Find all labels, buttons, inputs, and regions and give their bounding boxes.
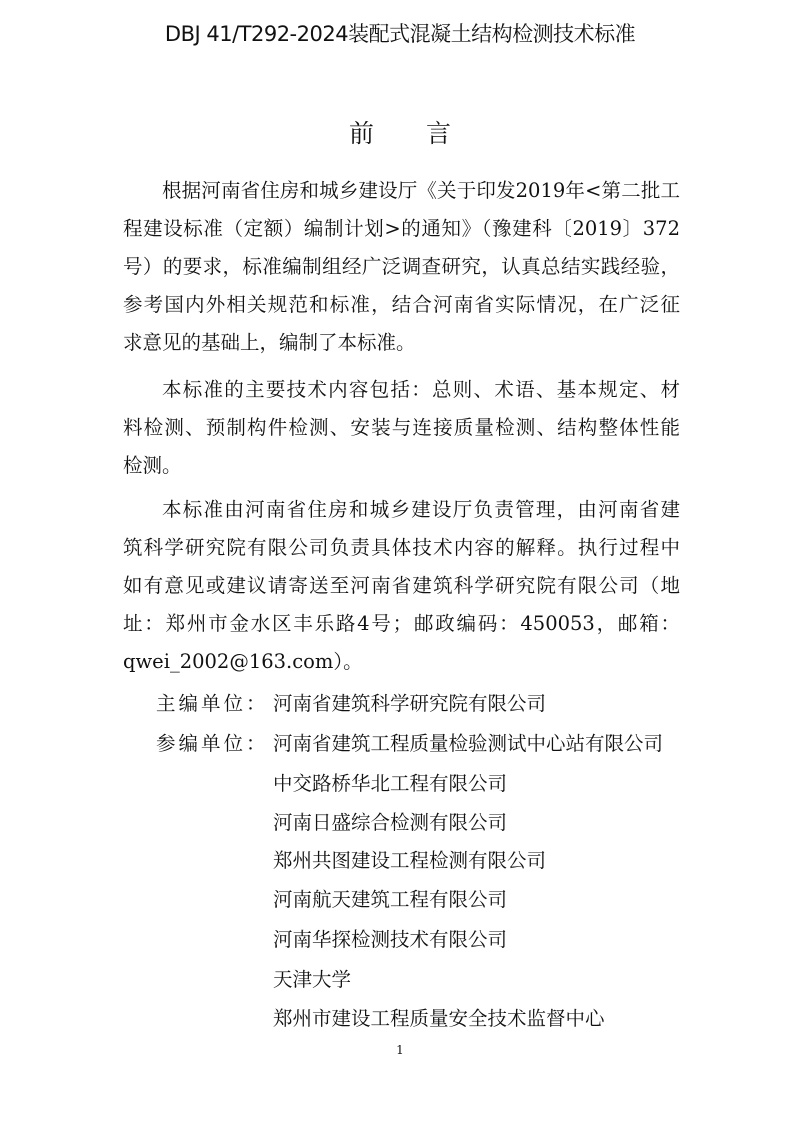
participant-unit: 郑州共图建设工程检测有限公司 — [273, 849, 547, 872]
participant-unit: 河南日盛综合检测有限公司 — [273, 811, 508, 834]
text-line: 址：郑州市金水区丰乐路4号；邮政编码：450053，邮箱： — [123, 612, 680, 635]
page-number: 1 — [396, 1043, 404, 1057]
text-line: 如有意见或建议请寄送至河南省建筑科学研究院有限公司（地 — [123, 574, 680, 597]
chief-editor-unit: 河南省建筑科学研究院有限公司 — [273, 692, 547, 715]
participant-unit: 河南省建筑工程质量检验测试中心站有限公司 — [273, 732, 664, 755]
document-header: DBJ 41/T292-2024装配式混凝土结构检测技术标准 — [164, 22, 636, 46]
text-line: 求意见的基础上，编制了本标准。 — [123, 331, 416, 354]
participant-unit: 中交路桥华北工程有限公司 — [273, 772, 508, 795]
text-line: 本标准的主要技术内容包括：总则、术语、基本规定、材 — [162, 378, 680, 401]
text-line: 参考国内外相关规范和标准，结合河南省实际情况，在广泛征 — [123, 293, 680, 316]
page-title: 前言 — [348, 119, 503, 148]
text-line: 根据河南省住房和城乡建设厅《关于印发2019年<第二批工 — [162, 179, 680, 202]
chief-editor-label: 主编单位： — [156, 692, 269, 715]
participant-unit: 天津大学 — [273, 968, 352, 991]
text-line: 本标准由河南省住房和城乡建设厅负责管理，由河南省建 — [162, 498, 680, 521]
participant-unit: 河南航天建筑工程有限公司 — [273, 888, 508, 911]
participant-unit: 郑州市建设工程质量安全技术监督中心 — [273, 1007, 605, 1030]
text-line: 筑科学研究院有限公司负责具体技术内容的解释。执行过程中 — [123, 536, 680, 559]
text-line: qwei_2002@163.com）。 — [123, 650, 363, 673]
text-line: 号）的要求，标准编制组经广泛调查研究，认真总结实践经验， — [123, 255, 680, 278]
text-line: 检测。 — [123, 454, 182, 477]
participant-unit: 河南华探检测技术有限公司 — [273, 928, 508, 951]
text-line: 程建设标准（定额）编制计划>的通知》（豫建科〔2019〕372 — [123, 217, 680, 240]
participants-label: 参编单位： — [156, 732, 269, 755]
text-line: 料检测、预制构件检测、安装与连接质量检测、结构整体性能 — [123, 416, 680, 439]
